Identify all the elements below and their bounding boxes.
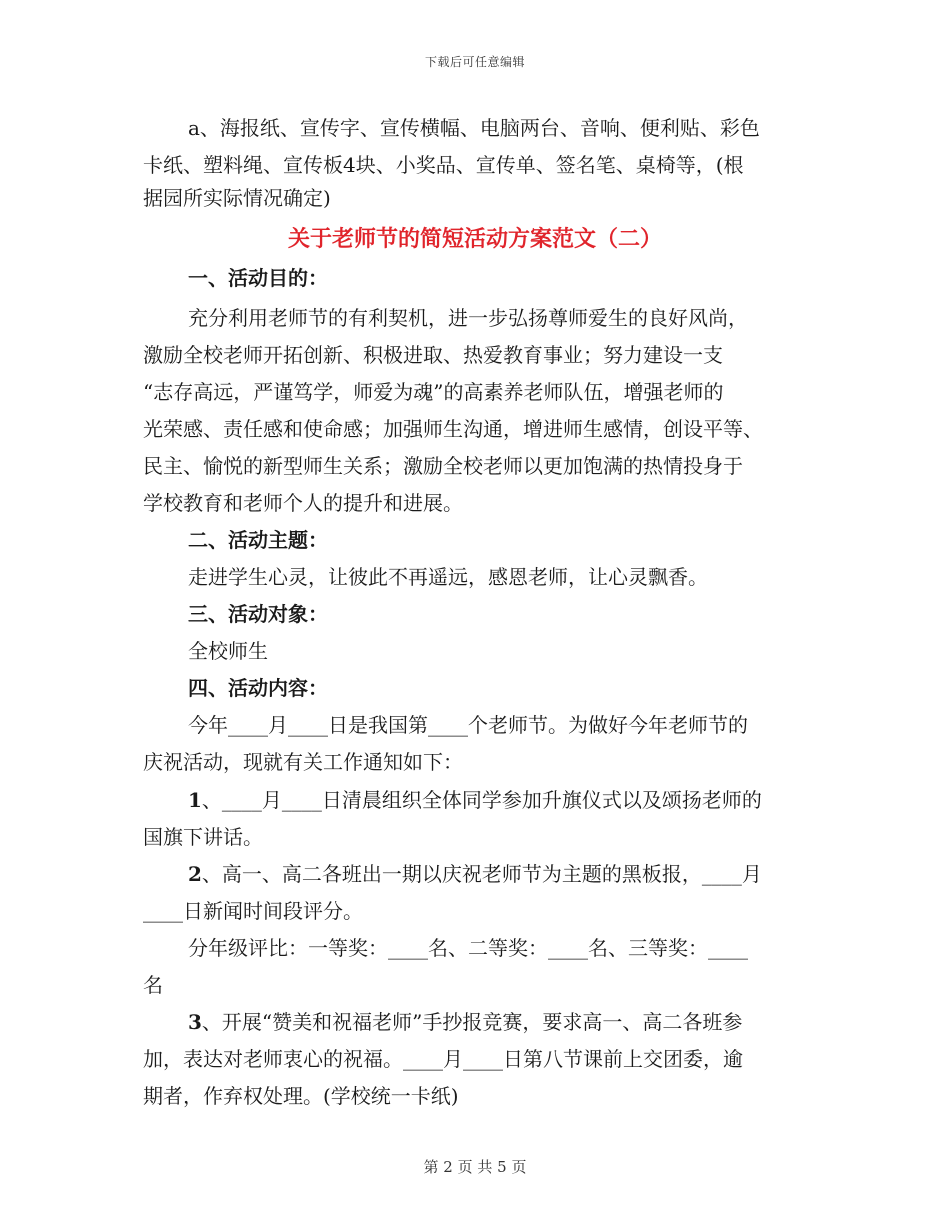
section1-line-4: 光荣感、责任感和使命感；加强师生沟通，增进师生感情，创设平等、 <box>143 417 763 441</box>
intro-line-2: 卡纸、塑料绳、宣传板4块、小奖品、宣传单、签名笔、桌椅等，(根 <box>143 153 744 177</box>
section1-line-2: 激励全校老师开拓创新、积极进取、热爱教育事业；努力建设一支 <box>143 343 723 367</box>
item2-line-2: ____日新闻时间段评分。 <box>143 899 363 923</box>
award-line-2: 名 <box>143 973 163 997</box>
section1-heading: 一、活动目的： <box>188 266 328 290</box>
item2-line-1 <box>188 864 762 884</box>
item1-text: 、____月____日清晨组织全体同学参加升旗仪式以及颂扬老师的 <box>201 788 762 812</box>
item3-line-2: 加，表达对老师衷心的祝福。____月____日第八节课前上交团委，逾 <box>143 1047 743 1071</box>
section1-line-6: 学校教育和老师个人的提升和进展。 <box>143 491 463 515</box>
item1-line-1 <box>188 790 762 810</box>
item3-line-3: 期者，作弃权处理。(学校统一卡纸) <box>143 1084 459 1108</box>
section1-line-3: “志存高远，严谨笃学，师爱为魂”的高素养老师队伍，增强老师的 <box>143 380 724 404</box>
document-title: 关于老师节的简短活动方案范文（二） <box>287 226 662 252</box>
item3-number: 3 <box>188 1010 202 1034</box>
item2-text: 、高一、高二各班出一期以庆祝老师节为主题的黑板报，____月 <box>201 862 762 886</box>
item2-number: 2 <box>188 862 202 886</box>
intro-line-3: 据园所实际情况确定) <box>143 186 331 210</box>
section2-text: 走进学生心灵，让彼此不再遥远，感恩老师，让心灵飘香。 <box>188 565 708 589</box>
item3-line-1 <box>188 1012 742 1032</box>
section4-intro-line-2: 庆祝活动，现就有关工作通知如下： <box>143 750 463 774</box>
item3-text: 、开展“赞美和祝福老师”手抄报竞赛，要求高一、高二各班参 <box>201 1010 743 1034</box>
page-indicator: 第 2 页 共 5 页 <box>423 1158 527 1176</box>
section2-heading: 二、活动主题： <box>188 528 328 552</box>
section4-intro-line-1: 今年____月____日是我国第____个老师节。为做好今年老师节的 <box>188 713 748 737</box>
intro-line-1: a、海报纸、宣传字、宣传横幅、电脑两台、音响、便利贴、彩色 <box>188 116 760 140</box>
award-line-1: 分年级评比：一等奖：____名、二等奖：____名、三等奖：____ <box>188 936 748 960</box>
item1-line-2: 国旗下讲话。 <box>143 825 263 849</box>
section3-heading: 三、活动对象： <box>188 602 328 626</box>
item1-number: 1 <box>188 788 202 812</box>
section1-line-5: 民主、愉悦的新型师生关系；激励全校老师以更加饱满的热情投身于 <box>143 454 743 478</box>
page-header-note: 下载后可任意编辑 <box>424 55 525 69</box>
section3-text: 全校师生 <box>188 639 268 663</box>
section4-heading: 四、活动内容： <box>188 676 328 700</box>
section1-line-1: 充分利用老师节的有利契机，进一步弘扬尊师爱生的良好风尚， <box>188 306 748 330</box>
